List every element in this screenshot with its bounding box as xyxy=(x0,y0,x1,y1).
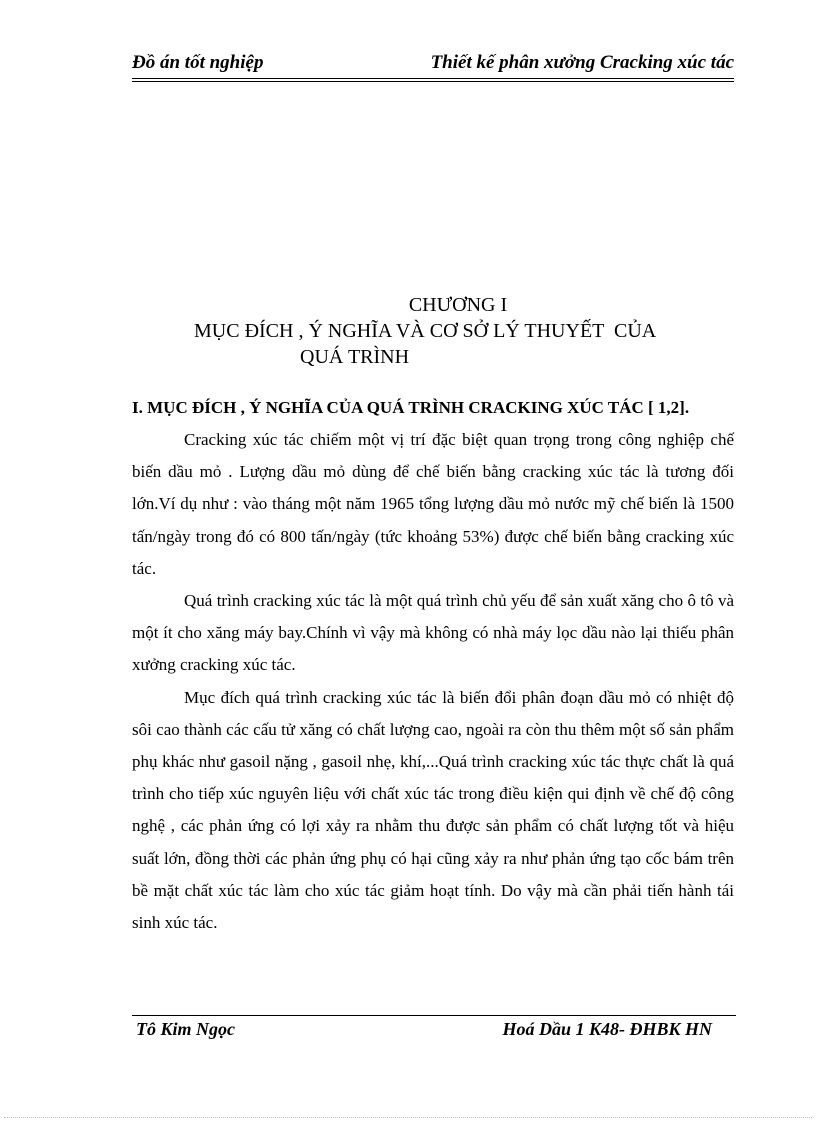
page-footer xyxy=(132,1019,712,1045)
header-right-text: Thiết kế phân xưởng Cracking xúc tác xyxy=(430,52,734,73)
page-edge xyxy=(4,1117,812,1118)
footer-class: Hoá Dầu 1 K48- ĐHBK HN xyxy=(502,1019,712,1039)
paragraph-3: Mục đích quá trình cracking xúc tác là biến đổi phân đoạn dầu mỏ có nhiệt độ sôi cao thành các cấu tử xăng có chất lượng cao, ngoài ra còn thu thêm một số sản phẩm phụ khác như gasoil nặng , gasoil nhẹ, khí,...Quá trình cracking xúc tác thực chất là quá trình cho tiếp xúc nguyên liệu với chất xúc tác trong điều kiện qui định về chế độ công nghệ , các phản ứng có lợi xảy ra nhằm thu được sản phẩm có chất lượng tốt và hiệu suất lớn, đồng thời các phản ứng phụ có hại cũng xảy ra như phản ứng tạo cốc bám trên bề mặt chất xúc tác làm cho xúc tác giảm hoạt tính. Do vậy mà cần phải tiến hành tái sinh xúc tác. xyxy=(132,687,734,933)
chapter-number: CHƯƠNG I xyxy=(408,294,508,316)
footer-divider xyxy=(132,1015,736,1016)
page-header xyxy=(132,52,734,78)
body-text xyxy=(132,424,734,939)
chapter-title xyxy=(194,318,734,370)
section-heading: I. MỤC ĐÍCH , Ý NGHĨA CỦA QUÁ TRÌNH CRACKING XÚC TÁC [ 1,2]. xyxy=(132,398,690,417)
chapter-title-line-2: QUÁ TRÌNH xyxy=(300,346,410,368)
footer-author: Tô Kim Ngọc xyxy=(136,1019,235,1039)
paragraph-1: Cracking xúc tác chiếm một vị trí đặc biệt quan trọng trong công nghiệp chế biến dầu mỏ . Lượng dầu mỏ dùng để chế biến bằng cracking xúc tác là tương đối lớn.Ví dụ như : vào tháng một năm 1965 tổng lượng dầu mỏ nước mỹ chế biến là 1500 tấn/ngày trong đó có 800 tấn/ngày (tức khoảng 53%) được chế biến bằng cracking xúc tác. xyxy=(132,430,734,578)
header-divider xyxy=(132,78,734,82)
chapter-title-line-1: MỤC ĐÍCH , Ý NGHĨA VÀ CƠ SỞ LÝ THUYẾT CỦA xyxy=(194,320,657,342)
header-left-text: Đồ án tốt nghiệp xyxy=(132,52,264,73)
paragraph-2: Quá trình cracking xúc tác là một quá trình chủ yếu để sản xuất xăng cho ô tô và một ít cho xăng máy bay.Chính vì vậy mà không có nhà máy lọc dầu nào lại thiếu phân xưởng cracking xúc tác. xyxy=(132,591,734,675)
